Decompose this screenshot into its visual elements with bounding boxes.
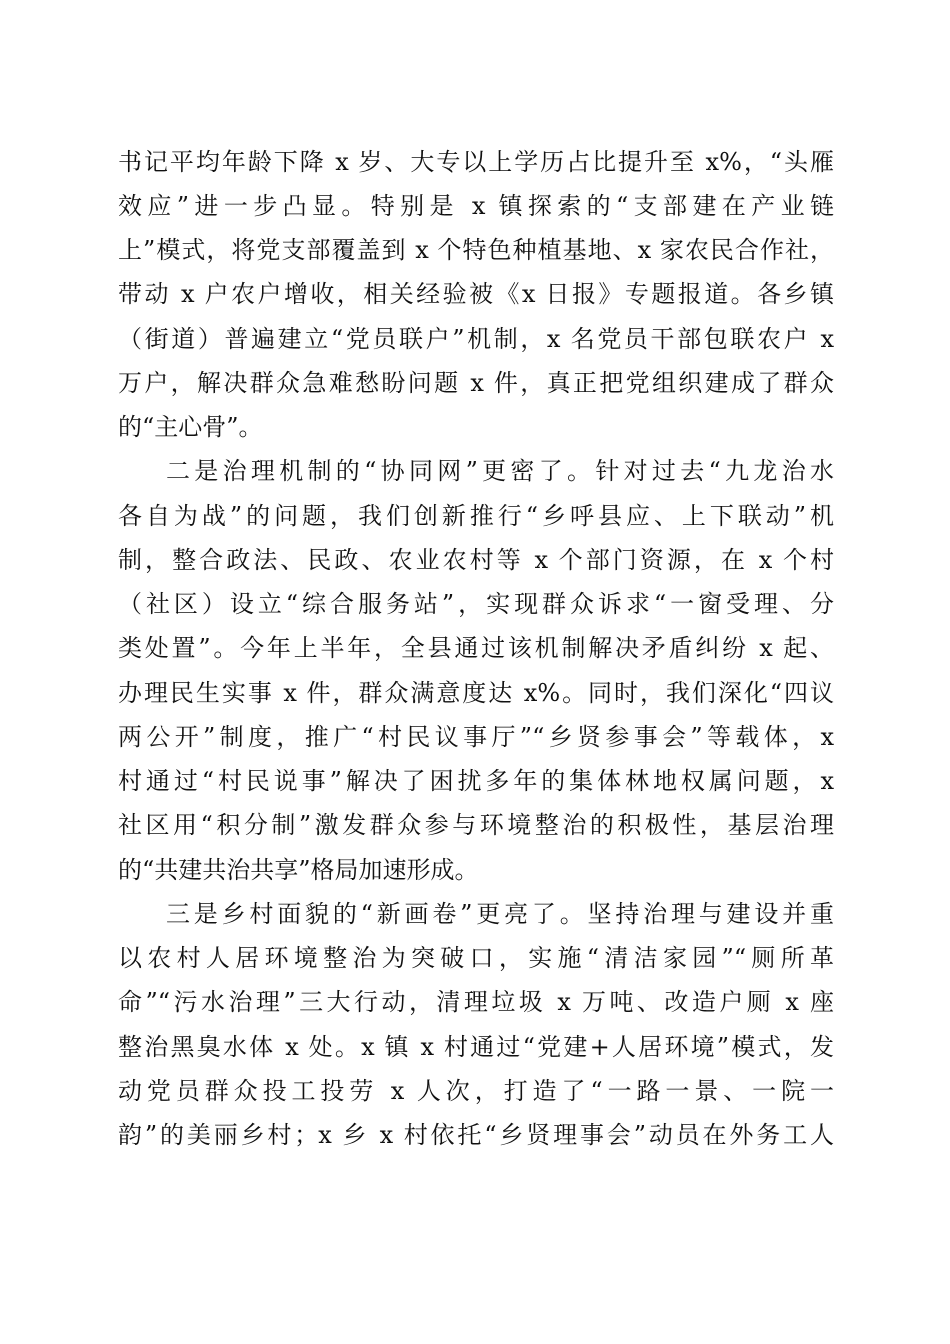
text-line-1: 书记平均年龄下降 x 岁、大专以上学历占比提升至 x%，“头雁 [118,148,834,176]
text-line-11: （社区）设立“综合服务站”，实现群众诉求“一窗受理、分 [118,590,834,618]
paragraph-2-first-line: 二是治理机制的“协同网”更密了。针对过去“九龙治水 [166,457,834,485]
text-line-12: 类处置”。今年上半年，全县通过该机制解决矛盾纠纷 x 起、 [118,634,834,662]
text-line-22: 动党员群众投工投劳 x 人次，打造了“一路一景、一院一 [118,1077,834,1105]
text-line-13: 办理民生实事 x 件，群众满意度达 x%。同时，我们深化“四议 [118,679,834,707]
paragraph-3-first-line: 三是乡村面貌的“新画卷”更亮了。坚持治理与建设并重 [166,900,834,928]
text-line-9: 各自为战”的问题，我们创新推行“乡呼县应、上下联动”机 [118,502,834,530]
text-line-5: （街道）普遍建立“党员联户”机制，x 名党员干部包联农户 x [118,325,834,353]
text-line-21: 整治黑臭水体 x 处。x 镇 x 村通过“党建+人居环境”模式，发 [118,1033,834,1061]
text-line-19: 以农村人居环境整治为突破口，实施“清洁家园”“厕所革 [118,944,834,972]
text-line-7: 的“主心骨”。 [118,413,263,441]
text-line-20: 命”“污水治理”三大行动，清理垃圾 x 万吨、改造户厕 x 座 [118,988,834,1016]
text-line-10: 制，整合政法、民政、农业农村等 x 个部门资源，在 x 个村 [118,546,834,574]
text-line-15: 村通过“村民说事”解决了困扰多年的集体林地权属问题，x [118,767,834,795]
text-line-6: 万户，解决群众急难愁盼问题 x 件，真正把党组织建成了群众 [118,369,834,397]
text-line-17: 的“共建共治共享”格局加速形成。 [118,856,479,884]
text-line-23: 韵”的美丽乡村；x 乡 x 村依托“乡贤理事会”动员在外务工人 [118,1121,834,1149]
text-line-4: 带动 x 户农户增收，相关经验被《x 日报》专题报道。各乡镇 [118,280,834,308]
text-line-3: 上”模式，将党支部覆盖到 x 个特色种植基地、x 家农民合作社， [118,236,834,264]
text-line-14: 两公开”制度，推广“村民议事厅”“乡贤参事会”等载体，x [118,723,834,751]
text-line-16: 社区用“积分制”激发群众参与环境整治的积极性，基层治理 [118,811,834,839]
text-line-2: 效应”进一步凸显。特别是 x 镇探索的“支部建在产业链 [118,192,834,220]
